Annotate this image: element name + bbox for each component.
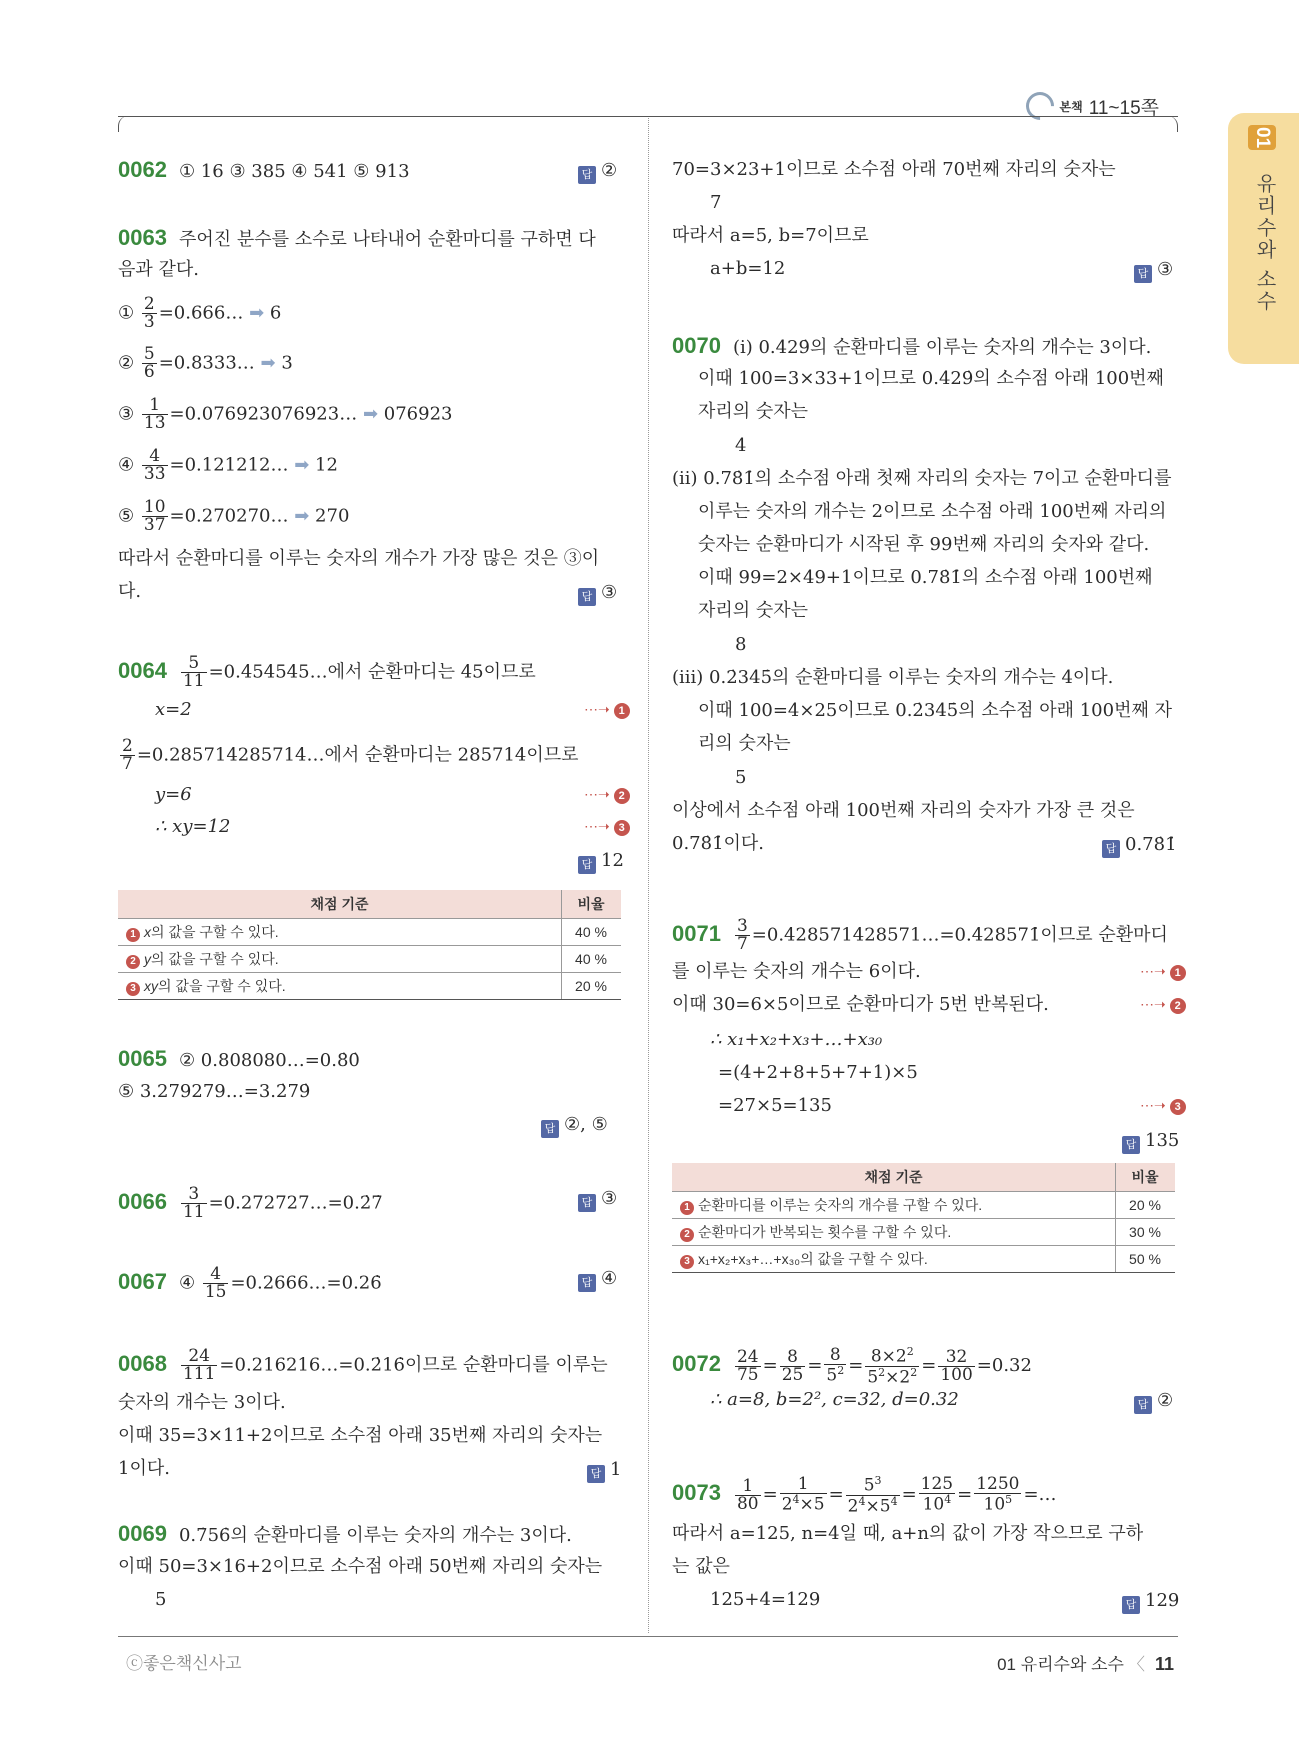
answer-icon: 답: [587, 1465, 605, 1483]
step-marker-2: ⋯➝ 2: [584, 786, 630, 804]
step-marker-1: ⋯➝ 1: [584, 701, 630, 719]
problem-text: ① 16 ③ 385 ④ 541 ⑤ 913: [178, 161, 410, 182]
answer-value: ②, ⑤: [564, 1114, 608, 1135]
problem-number: 0072: [672, 1351, 721, 1377]
problem-text: 를 이루는 숫자의 개수는 6이다.: [672, 961, 921, 982]
chapter-number: 01: [1248, 125, 1276, 150]
problem-text: 1이다.: [118, 1458, 170, 1479]
row-5: ⑤ $\frac{10}{37}$ =0.270270… ➡ 270: [118, 497, 350, 535]
problem-text: ∴ a=8, b=2², c=32, d=0.32: [710, 1389, 959, 1410]
chapter-name: 유리수와 소수: [1253, 173, 1275, 313]
answer-0064: [578, 850, 624, 874]
problem-text-cont: 음과 같다.: [118, 259, 199, 280]
answer-value: ③: [1157, 259, 1174, 280]
conclusion: 따라서 순환마디를 이루는 숫자의 개수가 가장 많은 것은 ③이: [118, 548, 600, 569]
page-number: 11: [1154, 1654, 1174, 1674]
problem-number: 0064: [118, 657, 167, 683]
problem-text: ∴ x₁+x₂+x₃+…+x₃₀: [710, 1029, 883, 1050]
answer-0066: [578, 1188, 617, 1212]
grading-table-1: 채점 기준 비율 1 x의 값을 구할 수 있다. 40 % 2 y의 값을 구할 수 있다. 40 % 3 xy의 값을 구할 수 있다. 20 %: [118, 890, 621, 1000]
problem-text: 이때 100=4×25이므로 0.2̇345̇의 소수점 아래 100번째 자: [698, 700, 1172, 721]
problem-text: 이때 30=6×5이므로 순환마디가 5번 반복된다.: [672, 994, 1049, 1015]
grading-table-2: 채점 기준 비율 1 순환마디를 이루는 숫자의 개수를 구할 수 있다. 20 % 2 순환마디가 반복되는 횟수를 구할 수 있다. 30 % 3 x₁+x₂+x₃+…+x₃₀의 값을 구할 수 있다. 50 %: [672, 1163, 1175, 1273]
arrow-right-icon: ➡: [260, 352, 276, 374]
problem-text: 따라서 a=125, n=4일 때, a+n의 값이 가장 작으므로 구하: [672, 1523, 1144, 1544]
problem-text: =(4+2+8+5+7+1)×5: [718, 1062, 918, 1083]
answer-0063: [578, 582, 617, 606]
problem-number: 0066: [118, 1188, 167, 1214]
problem-text: a+b=12: [710, 258, 786, 279]
problem-text: 5: [155, 1589, 167, 1610]
answer-value: 12: [601, 850, 624, 871]
problem-number: 0073: [672, 1480, 721, 1506]
answer-value: ②: [601, 160, 618, 181]
problem-text: 125+4=129: [710, 1589, 821, 1610]
row-2: ② $\frac{5}{6}$ =0.8333… ➡ 3: [118, 344, 293, 382]
step-marker-3: ⋯➝ 3: [1140, 1097, 1186, 1115]
problem-number: 0071: [672, 920, 721, 946]
answer-icon: 답: [1122, 1596, 1140, 1614]
chapter-tab: [1228, 113, 1299, 364]
answer-value: 1: [610, 1459, 622, 1480]
problem-text: 4: [735, 435, 747, 456]
problem-number: 0070: [672, 333, 721, 358]
problem-0068: 0068 $\frac{24}{111}$ =0.216216…=0.2̇16̇이므로 순환마디를 이루는: [118, 1346, 608, 1384]
problem-0062: [118, 158, 410, 184]
problem-text: 리의 숫자는: [698, 733, 791, 754]
answer-0069: [1134, 259, 1173, 283]
answer-icon: 답: [1134, 1396, 1152, 1414]
problem-text: 자리의 숫자는: [698, 600, 809, 621]
answer-icon: 답: [1122, 1136, 1140, 1154]
answer-icon: 답: [578, 588, 596, 606]
problem-text: 7: [710, 192, 722, 213]
problem-number: 0068: [118, 1350, 167, 1376]
problem-number: 0065: [118, 1046, 167, 1071]
step-marker-3: ⋯➝ 3: [584, 818, 630, 836]
table-row: 3 x₁+x₂+x₃+…+x₃₀의 값을 구할 수 있다. 50 %: [672, 1246, 1175, 1273]
problem-text: 0.78̇1̇이다.: [672, 833, 765, 854]
answer-0062: [578, 160, 617, 184]
problem-text: 이루는 숫자의 개수는 2이므로 소수점 아래 100번째 자리의: [698, 501, 1167, 522]
answer-0070: [1102, 834, 1177, 858]
problem-text: 따라서 a=5, b=7이므로: [672, 225, 869, 246]
problem-0070: 0070 (ⅰ) 0.4̇29̇의 순환마디를 이루는 숫자의 개수는 3이다.: [672, 333, 1152, 358]
page-footer: [997, 1650, 1174, 1675]
answer-icon: 답: [1102, 840, 1120, 858]
problem-0066: 0066 $\frac{3}{11}$ =0.272727…=0.2̇7̇: [118, 1184, 383, 1222]
conclusion-cont: 다.: [118, 581, 142, 602]
answer-value: ②: [1157, 1390, 1174, 1411]
problem-text: =27×5=135: [718, 1095, 832, 1116]
problem-number: 0067: [118, 1268, 167, 1294]
problem-text: 8: [735, 634, 747, 655]
chapter-title: 01 유리수와 소수: [997, 1655, 1124, 1674]
answer-0068: [587, 1459, 621, 1483]
arrow-right-icon: ➡: [249, 302, 265, 324]
answer-value: ③: [601, 1188, 618, 1209]
problem-0072: 0072 $\frac{24}{75}$ = $\frac{8}{25}$ = $\frac{8}{5^2}$ = $\frac{8\times 2^2}{5^2\times 2^2}$ = $\frac{32}{100}$ =0.32: [672, 1345, 1032, 1388]
problem-text: (ⅱ) 0.78̇1̇의 소수점 아래 첫째 자리의 숫자는 7이고 순환마디를: [672, 468, 1172, 489]
row-1: ① $\frac{2}{3}$ =0.666… ➡ 6: [118, 294, 282, 332]
answer-icon: 답: [578, 1274, 596, 1292]
problem-number: 0062: [118, 157, 167, 182]
answer-value: 0.78̇1̇: [1125, 834, 1177, 855]
bottom-rule: [118, 1636, 1178, 1637]
problem-0069: 0069 0.7̇56̇의 순환마디를 이루는 숫자의 개수는 3이다.: [118, 1521, 572, 1546]
problem-text: 이상에서 소수점 아래 100번째 자리의 숫자가 가장 큰 것은: [672, 800, 1135, 821]
answer-icon: 답: [578, 1194, 596, 1212]
problem-text: 70=3×23+1이므로 소수점 아래 70번째 자리의 숫자는: [672, 159, 1116, 180]
problem-number: 0063: [118, 225, 167, 250]
problem-0073: 0073 $\frac{1}{80}$ = $\frac{1}{2^4\times 5}$ = $\frac{5^3}{2^4\times 5^4}$ = $\frac{125}{10^4}$ = $\frac{1250}{10^5}$ =…: [672, 1474, 1057, 1517]
answer-icon: 답: [578, 166, 596, 184]
y-result: y=6: [155, 784, 192, 805]
answer-value: 135: [1145, 1130, 1180, 1151]
answer-value: 129: [1145, 1590, 1180, 1611]
problem-text: 이때 99=2×49+1이므로 0.78̇1̇의 소수점 아래 100번째: [698, 567, 1153, 588]
problem-text: 주어진 분수를 소수로 나타내어 순환마디를 구하면 다: [178, 229, 596, 250]
fraction-line: $\frac{2}{7}$ =0.285714285714…에서 순환마디는 285714이므로: [122, 736, 579, 774]
problem-0063: [118, 226, 596, 252]
answer-0072: [1134, 1390, 1173, 1414]
problem-number: 0069: [118, 1521, 167, 1546]
chevron-left-icon: 〈: [1127, 1655, 1145, 1674]
problem-text: 이때 50=3×16+2이므로 소수점 아래 50번째 자리의 숫자는: [118, 1556, 603, 1577]
arrow-right-icon: ➡: [294, 454, 310, 476]
answer-0067: [578, 1268, 617, 1292]
problem-text: 숫자의 개수는 3이다.: [118, 1392, 286, 1413]
problem-text: 자리의 숫자는: [698, 401, 809, 422]
problem-text: (ⅲ) 0.2̇345̇의 순환마디를 이루는 숫자의 개수는 4이다.: [672, 667, 1114, 688]
problem-0067: 0067 ④ $\frac{4}{15}$ =0.2666…=0.26̇: [118, 1264, 382, 1302]
answer-icon: 답: [1134, 265, 1152, 283]
xy-result: ∴ xy=12: [155, 816, 231, 837]
table-row: 1 순환마디를 이루는 숫자의 개수를 구할 수 있다. 20 %: [672, 1192, 1175, 1219]
table-row: 3 xy의 값을 구할 수 있다. 20 %: [118, 973, 621, 1000]
table-row: 2 순환마디가 반복되는 횟수를 구할 수 있다. 30 %: [672, 1219, 1175, 1246]
row-3: ③ $\frac{1}{13}$ =0.076923076923… ➡ 076923: [118, 395, 453, 433]
problem-0071: 0071 $\frac{3}{7}$ =0.428571428571…=0.4̇28571̇이므로 순환마디: [672, 916, 1168, 954]
answer-icon: 답: [541, 1120, 559, 1138]
page-range: 11~15쪽: [1088, 97, 1159, 119]
answer-value: ④: [601, 1268, 618, 1289]
row-4: ④ $\frac{4}{33}$ =0.121212… ➡ 12: [118, 446, 338, 484]
step-marker-1: ⋯➝ 1: [1140, 963, 1186, 981]
problem-text: 5: [735, 767, 747, 788]
answer-value: ③: [601, 582, 618, 603]
column-divider: [648, 118, 649, 1633]
step-marker-2: ⋯➝ 2: [1140, 996, 1186, 1014]
problem-0065-line2: ⑤ 3.279279…=3.2̇79̇: [118, 1081, 311, 1102]
arrow-right-icon: ➡: [362, 403, 379, 425]
answer-0065: [541, 1114, 608, 1138]
arrow-right-icon: ➡: [294, 505, 310, 527]
table-row: 1 x의 값을 구할 수 있다. 40 %: [118, 919, 621, 946]
problem-0065: 0065 ② 0.808080…=0.8̇0̇: [118, 1046, 360, 1071]
publisher: ⓒ좋은책신사고: [126, 1654, 242, 1673]
book-label: 본책: [1059, 99, 1083, 114]
problem-text: 이때 100=3×33+1이므로 0.4̇29̇의 소수점 아래 100번째: [698, 368, 1164, 389]
problem-text: 이때 35=3×11+2이므로 소수점 아래 35번째 자리의 숫자는: [118, 1425, 603, 1446]
problem-text: 숫자는 순환마디가 시작된 후 99번째 자리의 숫자와 같다.: [698, 534, 1150, 555]
table-row: 2 y의 값을 구할 수 있다. 40 %: [118, 946, 621, 973]
answer-0071: [1122, 1130, 1179, 1154]
problem-text: 는 값은: [672, 1556, 730, 1577]
x-result: x=2: [155, 699, 192, 720]
answer-0073: [1122, 1590, 1179, 1614]
problem-0064: 0064 $\frac{5}{11}$ =0.454545…에서 순환마디는 45이므로: [118, 653, 536, 691]
answer-icon: 답: [578, 856, 596, 874]
